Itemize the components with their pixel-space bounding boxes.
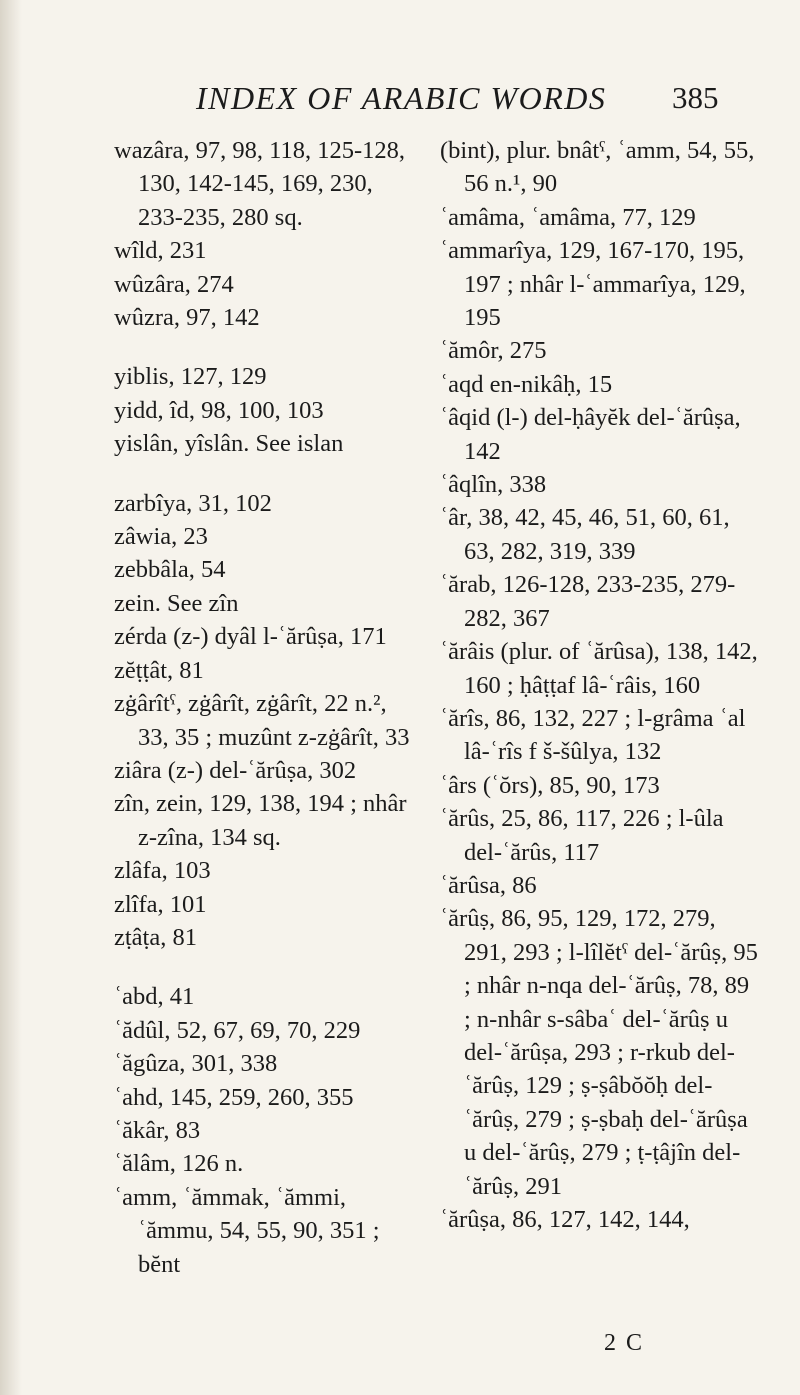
index-entry: ʿâr, 38, 42, 45, 46, 51, 60, 61, 63, 282, 319, 339 (440, 504, 730, 565)
index-entry: ʿăkâr, 83 (114, 1116, 201, 1144)
index-entry: wîld, 231 (114, 237, 207, 265)
index-entry: ʿabd, 41 (114, 983, 195, 1011)
index-entry: ʿărûsa, 86 (440, 871, 537, 899)
index-column-right (440, 134, 758, 1236)
index-entry: yiblis, 127, 129 (114, 363, 267, 391)
index-entry: ʿahd, 145, 259, 260, 355 (114, 1083, 354, 1111)
index-entry: ʿamm, ʿămmak, ʿămmi, ʿămmu, 54, 55, 90, 351 ; bĕnt (114, 1183, 380, 1278)
page-number: 385 (672, 80, 719, 115)
index-entry: ʿăgûza, 301, 338 (114, 1050, 278, 1078)
index-entry: wûzâra, 274 (114, 270, 234, 298)
index-entry: ʿâqid (l-) del-ḥâyĕk del-ʿărûṣa, 142 (440, 404, 741, 465)
index-entry: ʿammarîya, 129, 167-170, 195, 197 ; nhâr l-ʿammarîya, 129, 195 (440, 237, 746, 332)
index-entry: yidd, îd, 98, 100, 103 (114, 396, 324, 424)
index-entry: zîn, zein, 129, 138, 194 ; nhâr z-zîna, 134 sq. (114, 790, 407, 851)
index-entry: ʿamâma, ʿamâma, 77, 129 (440, 203, 696, 231)
index-entry: ʿărûṣa, 86, 127, 142, 144, (440, 1206, 690, 1233)
index-entry: zérda (z-) dyâl l-ʿărûṣa, 171 (114, 623, 387, 651)
index-entry: ʿălâm, 126 n. (114, 1150, 244, 1178)
index-entry: zlâfa, 103 (114, 857, 211, 885)
page-edge-shadow (0, 0, 22, 1395)
index-entry: wazâra, 97, 98, 118, 125-128, 130, 142-145, 169, 230, 233-235, 280 sq. (114, 137, 405, 231)
index-entry: ʿărîs, 86, 132, 227 ; l-grâma ʿal lâ-ʿrîs f š-šûlya, 132 (440, 704, 746, 766)
index-entry: zġârîtˁ, zġârît, zġârît, 22 n.², 33, 35 ; muzûnt z-zġârît, 33 (114, 690, 410, 751)
index-entry: ʿărûṣ, 86, 95, 129, 172, 279, 291, 293 ; l-lîlĕtˁ del-ʿărûṣ, 95 ; nhâr n-nqa del-ʿărûṣ, 78, 89 ; n-nhâr s-sâbaʿ del-ʿărûṣ u del-ʿărûṣa, 293 ; r-rkub del-ʿărûṣ, 129 ; ṣ-ṣâbŏŏḥ del-ʿărûṣ, 279 ; ṣ-ṣbaḥ del-ʿărûṣa u del-ʿărûṣ, 279 ; ṭ-ṭâjîn del-ʿărûṣ, 291 (440, 905, 758, 1200)
index-entry: zarbîya, 31, 102 (114, 489, 272, 517)
index-entry: zlîfa, 101 (114, 890, 207, 918)
index-entry: zebbâla, 54 (114, 556, 226, 584)
index-entry: ʿărûs, 25, 86, 117, 226 ; l-ûla del-ʿărûs, 117 (440, 805, 724, 866)
running-head (0, 76, 800, 120)
index-entry: zĕṭṭât, 81 (114, 656, 204, 684)
index-entry: ʿădûl, 52, 67, 69, 70, 229 (114, 1016, 361, 1044)
index-entry: ʿârs (ʿŏrs), 85, 90, 173 (440, 771, 660, 799)
index-entry: zṭâṭa, 81 (114, 923, 197, 951)
signature-mark: 2 C (604, 1330, 645, 1356)
index-entry: ʿaqd en-nikâḥ, 15 (440, 370, 613, 398)
index-entry: ʿâqlîn, 338 (440, 471, 547, 499)
index-entry: ʿărâis (plur. of ʿărûsa), 138, 142, 160 ; ḥâṭṭaf lâ-ʿrâis, 160 (440, 638, 758, 699)
index-entry: ziâra (z-) del-ʿărûṣa, 302 (114, 756, 357, 784)
index-entry: (bint), plur. bnâtˁ, ʿamm, 54, 55, 56 n.¹, 90 (440, 137, 755, 198)
index-entry: zein. See zîn (114, 589, 239, 617)
index-entry: ʿărab, 126-128, 233-235, 279-282, 367 (440, 571, 736, 632)
index-entry: wûzra, 97, 142 (114, 304, 260, 332)
running-title: INDEX OF ARABIC WORDS (196, 80, 607, 116)
index-entry: yislân, yîslân. See islan (114, 430, 344, 458)
index-entry: ʿămôr, 275 (440, 337, 547, 365)
index-column-left (114, 134, 414, 1281)
index-entry: zâwia, 23 (114, 523, 208, 551)
